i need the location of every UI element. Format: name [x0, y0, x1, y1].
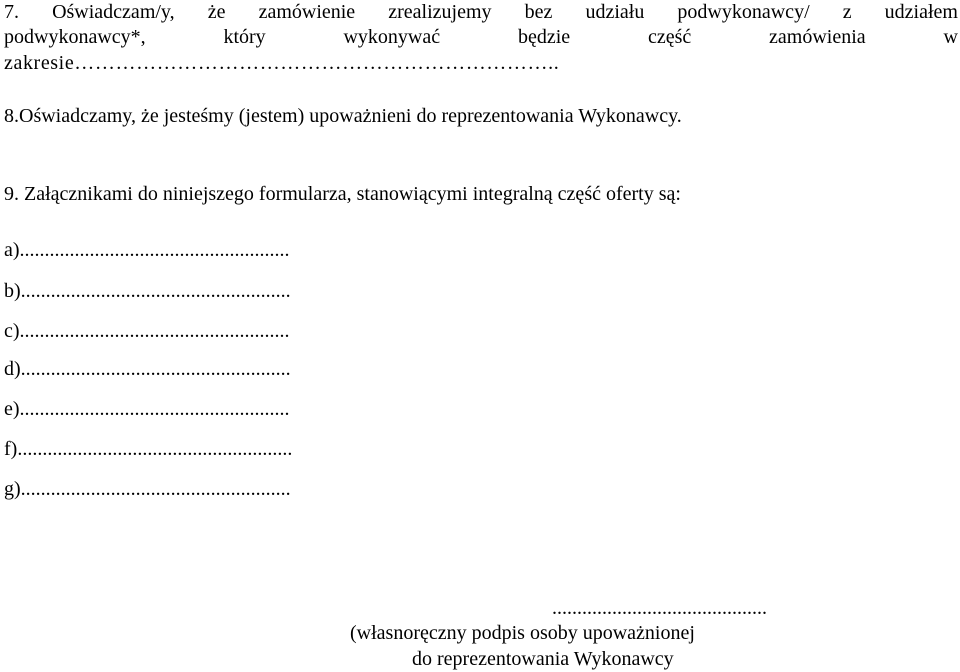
attachment-line-g: g)...................................................... — [4, 478, 291, 500]
word: udziałem — [884, 1, 958, 23]
section-7-line-1 — [4, 0, 958, 24]
attachment-line-a: a)...................................................... — [4, 239, 290, 261]
word: że — [207, 1, 226, 23]
word: udziału — [585, 1, 645, 23]
signature-dotted-line: ........................................... — [552, 597, 767, 619]
scope-text: zakresie…………………………………………………………….. — [4, 52, 560, 74]
word: podwykonawcy*, — [4, 26, 146, 48]
word: w — [943, 26, 958, 48]
word: który — [223, 26, 266, 48]
word: część — [647, 26, 692, 48]
word: zamówienia — [769, 26, 866, 48]
attachment-line-b: b)...................................................... — [4, 280, 291, 302]
word: zrealizujemy — [388, 1, 492, 23]
word: będzie — [517, 26, 571, 48]
word: wykonywać — [343, 26, 441, 48]
section-8-statement: 8.Oświadczamy, że jesteśmy (jestem) upoważnieni do reprezentowania Wykonawcy. — [4, 105, 682, 127]
word: Oświadczam/y, — [52, 1, 175, 23]
attachment-line-d: d)...................................................... — [4, 358, 291, 380]
word: zamówienie — [258, 1, 356, 23]
section-7-line-2 — [4, 25, 958, 49]
signature-caption-line-1: (własnoręczny podpis osoby upoważnionej — [350, 622, 695, 644]
attachment-line-f: f)....................................................... — [4, 438, 293, 460]
attachment-line-c: c)...................................................... — [4, 320, 290, 342]
section-9-heading: 9. Załącznikami do niniejszego formularza, stanowiącymi integralną część oferty są: — [4, 183, 681, 205]
word: podwykonawcy/ — [677, 1, 810, 23]
signature-caption-line-2: do reprezentowania Wykonawcy — [412, 648, 674, 670]
attachment-line-e: e)...................................................... — [4, 398, 290, 420]
section-7-scope-line — [4, 51, 559, 75]
word: 7. — [4, 1, 19, 23]
word: bez — [524, 1, 553, 23]
word: z — [842, 1, 852, 23]
